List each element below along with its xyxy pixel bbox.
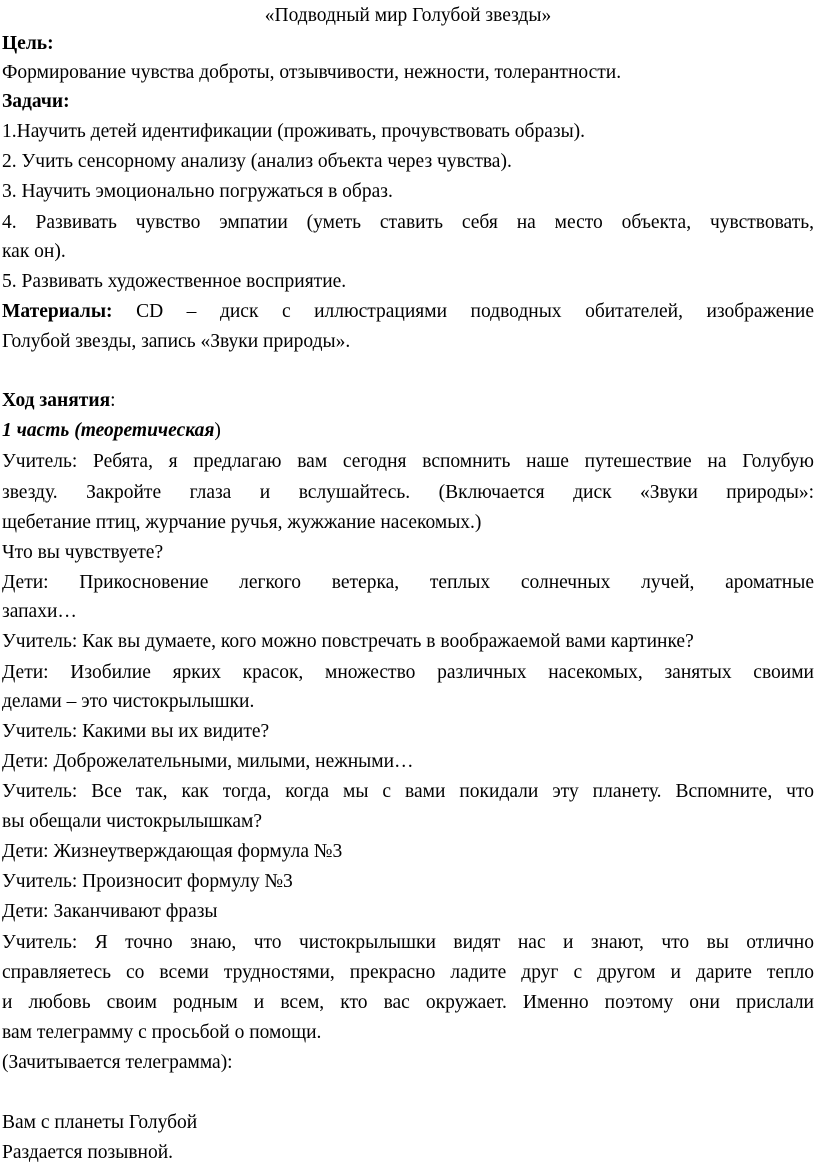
- body-line-4: Что вы чувствуете?: [2, 542, 164, 563]
- task-item-2: 2. Учить сенсорному анализу (анализ объекта через чувства).: [2, 151, 512, 172]
- task-item-4-cont: как он).: [2, 241, 66, 262]
- body-line-19: и любовь своим родным и всем, кто вас окружает. Именно поэтому они прислали: [2, 992, 814, 1013]
- body-line-14: Дети: Жизнеутверждающая формула №3: [2, 841, 343, 862]
- body-line-10: Учитель: Какими вы их видите?: [2, 721, 270, 742]
- course-colon: :: [110, 390, 116, 411]
- body-line-18: справляетесь со всеми трудностями, прекрасно ладите друг с другом и дарите тепло: [2, 962, 814, 983]
- poem-line-1: Вам с планеты Голубой: [2, 1112, 198, 1133]
- body-line-21: (Зачитывается телеграмма):: [2, 1052, 233, 1073]
- body-line-17: Учитель: Я точно знаю, что чистокрылышки видят нас и знают, что вы отлично: [2, 932, 814, 953]
- goal-heading: Цель:: [2, 33, 54, 54]
- poem-line-2: Раздается позывной.: [2, 1142, 174, 1163]
- body-line-7: Учитель: Как вы думаете, кого можно повстречать в воображаемой вами картинке?: [2, 631, 694, 652]
- body-line-9: делами – это чистокрылышки.: [2, 691, 255, 712]
- body-line-3: щебетание птиц, журчание ручья, жужжание насекомых.): [2, 512, 482, 533]
- part-heading-line: [2, 417, 814, 445]
- materials-heading: Материалы:: [2, 301, 113, 322]
- part-paren: ): [214, 420, 221, 441]
- body-line-8: Дети: Изобилие ярких красок, множество различных насекомых, занятых своими: [2, 662, 814, 683]
- goal-text: Формирование чувства доброты, отзывчивости, нежности, толерантности.: [2, 62, 622, 83]
- task-item-3: 3. Научить эмоционально погружаться в образ.: [2, 181, 393, 202]
- body-line-16: Дети: Заканчивают фразы: [2, 901, 218, 922]
- body-line-20: вам телеграмму с просьбой о помощи.: [2, 1022, 322, 1043]
- materials-line-1: [2, 298, 814, 326]
- course-heading-line: [2, 387, 814, 415]
- materials-line-2: Голубой звезды, запись «Звуки природы».: [2, 331, 351, 352]
- tasks-heading: Задачи:: [2, 91, 70, 112]
- document-title: «Подводный мир Голубой звезды»: [264, 5, 552, 26]
- task-item-4: 4. Развивать чувство эмпатии (уметь ставить себя на место объекта, чувствовать,: [2, 212, 814, 233]
- body-line-12: Учитель: Все так, как тогда, когда мы с вами покидали эту планету. Вспомните, что: [2, 781, 814, 802]
- materials-text: CD – диск с иллюстрациями подводных обитателей, изображение: [112, 301, 814, 322]
- part-heading: 1 часть (теоретическая: [2, 420, 215, 441]
- course-heading: Ход занятия: [2, 390, 111, 411]
- body-line-6: запахи…: [2, 601, 77, 622]
- body-line-13: вы обещали чистокрылышкам?: [2, 811, 263, 832]
- body-line-15: Учитель: Произносит формулу №3: [2, 871, 293, 892]
- task-item-1: 1.Научить детей идентификации (проживать, прочувствовать образы).: [2, 121, 586, 142]
- body-line-11: Дети: Доброжелательными, милыми, нежными…: [2, 751, 414, 772]
- body-line-1: Учитель: Ребята, я предлагаю вам сегодня вспомнить наше путешествие на Голубую: [2, 451, 814, 472]
- body-line-5: Дети: Прикосновение легкого ветерка, теплых солнечных лучей, ароматные: [2, 572, 814, 593]
- body-line-2: звезду. Закройте глаза и вслушайтесь. (Включается диск «Звуки природы»:: [2, 482, 814, 503]
- task-item-5: 5. Развивать художественное восприятие.: [2, 271, 347, 292]
